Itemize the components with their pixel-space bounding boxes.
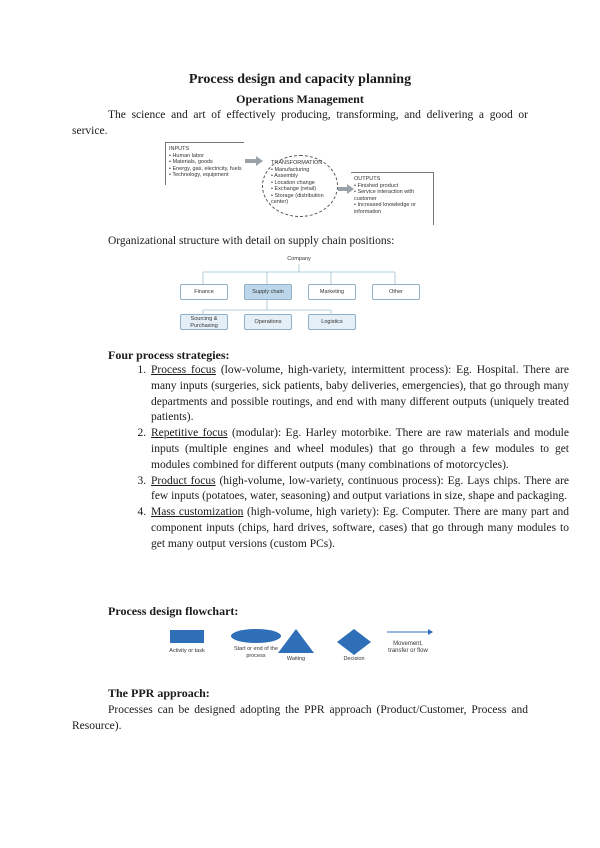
inputs-header: INPUTS	[169, 146, 190, 152]
process-header: TRANSFORMATION	[271, 160, 323, 166]
process-item: • Assembly	[271, 173, 298, 179]
strategy-desc: (low-volume, high-variety, intermittent process): Eg. Hospital. There are many inputs (surgeries, sick patients, baby deliveries, emergencies), that go through many departments and possible routings, and end with many different outputs (uniquely treated patients).	[151, 364, 569, 424]
unit-sourcing: Sourcing & Purchasing	[180, 314, 228, 330]
terminal-label: Start or end of the process	[233, 646, 279, 659]
output-item: • Service interaction with customer	[354, 189, 415, 202]
input-item: • Technology, equipment	[169, 172, 229, 178]
list-item	[149, 363, 569, 426]
dept-finance: Finance	[180, 284, 228, 300]
dept-supply-chain: Supply chain	[244, 284, 292, 300]
transformation-ellipse	[262, 155, 338, 217]
input-item: • Energy, gas, electricity, fuels	[169, 165, 242, 172]
terminal-ellipse	[231, 629, 281, 643]
ppr-heading: The PPR approach:	[108, 686, 210, 700]
flow-arrow-icon	[386, 628, 434, 636]
page-title: Process design and capacity planning	[188, 72, 412, 87]
dept-other: Other	[372, 284, 420, 300]
list-item	[149, 505, 569, 552]
outputs-header: OUTPUTS	[354, 176, 381, 182]
ppr-paragraph: Processes can be designed adopting the PPR approach (Product/Customer, Process and Resource).	[72, 704, 528, 732]
unit-logistics: Logistics	[308, 314, 356, 330]
flow-label: Movement, transfer or flow	[388, 641, 428, 654]
list-item	[149, 474, 569, 506]
intro-paragraph: The science and art of effectively producing, transforming, and delivering a good or service.	[72, 109, 528, 137]
input-item: • Materials, goods	[169, 159, 213, 165]
org-caption: Organizational structure with detail on supply chain positions:	[108, 235, 395, 247]
outputs-box	[351, 172, 434, 225]
strategy-desc: (high-volume, low-variety, continuous process): Eg. Lays chips. There are few inputs (potatoes, water, seasoning) and output variations in size, shape and packaging.	[151, 474, 569, 503]
input-item: • Human labor	[169, 152, 204, 159]
strategy-desc: (modular): Eg. Harley motorbike. There are raw materials and module inputs (multiple engines and wheel modules) that go through a few modules to get modules combined for different outputs (many combinations of motorcycles).	[151, 427, 569, 471]
dept-marketing: Marketing	[308, 284, 356, 300]
waiting-triangle-icon	[277, 628, 315, 654]
activity-rectangle	[170, 630, 204, 643]
process-item: • Exchange (retail)	[271, 186, 317, 192]
process-item: • Manufacturing	[271, 166, 310, 173]
io-diagram	[165, 142, 434, 224]
strategy-name: Repetitive focus	[151, 427, 228, 440]
strategies-list	[109, 363, 569, 553]
output-item: • Finished product	[354, 182, 399, 189]
strategy-name: Process focus	[151, 364, 216, 376]
list-item	[149, 426, 569, 473]
page-subtitle: Operations Management	[236, 92, 364, 106]
unit-operations: Operations	[244, 314, 292, 330]
waiting-label: Waiting	[286, 656, 306, 662]
process-item: • Storage (distribution center)	[271, 192, 324, 205]
strategy-name: Product focus	[151, 474, 216, 487]
strategies-heading: Four process strategies:	[108, 348, 230, 362]
strategy-desc: (high-volume, high variety): Eg. Computer. There are many part and component inputs (chips, hard drives, software, cases) that go through many modules to get many output versions (custom PCs).	[151, 506, 570, 550]
flowchart-legend	[170, 628, 432, 668]
inputs-box	[165, 142, 244, 185]
output-item: • Increased knowledge or information	[354, 202, 416, 215]
arrow-right-icon	[245, 156, 263, 166]
org-root: Company	[287, 256, 311, 262]
flowchart-heading: Process design flowchart:	[108, 604, 239, 618]
decision-diamond-icon	[336, 628, 372, 656]
activity-label: Activity or task	[169, 648, 205, 654]
strategy-name: Mass customization	[151, 506, 244, 519]
process-item: • Location change	[271, 179, 315, 186]
decision-label: Decision	[343, 656, 365, 662]
org-chart	[176, 252, 422, 332]
